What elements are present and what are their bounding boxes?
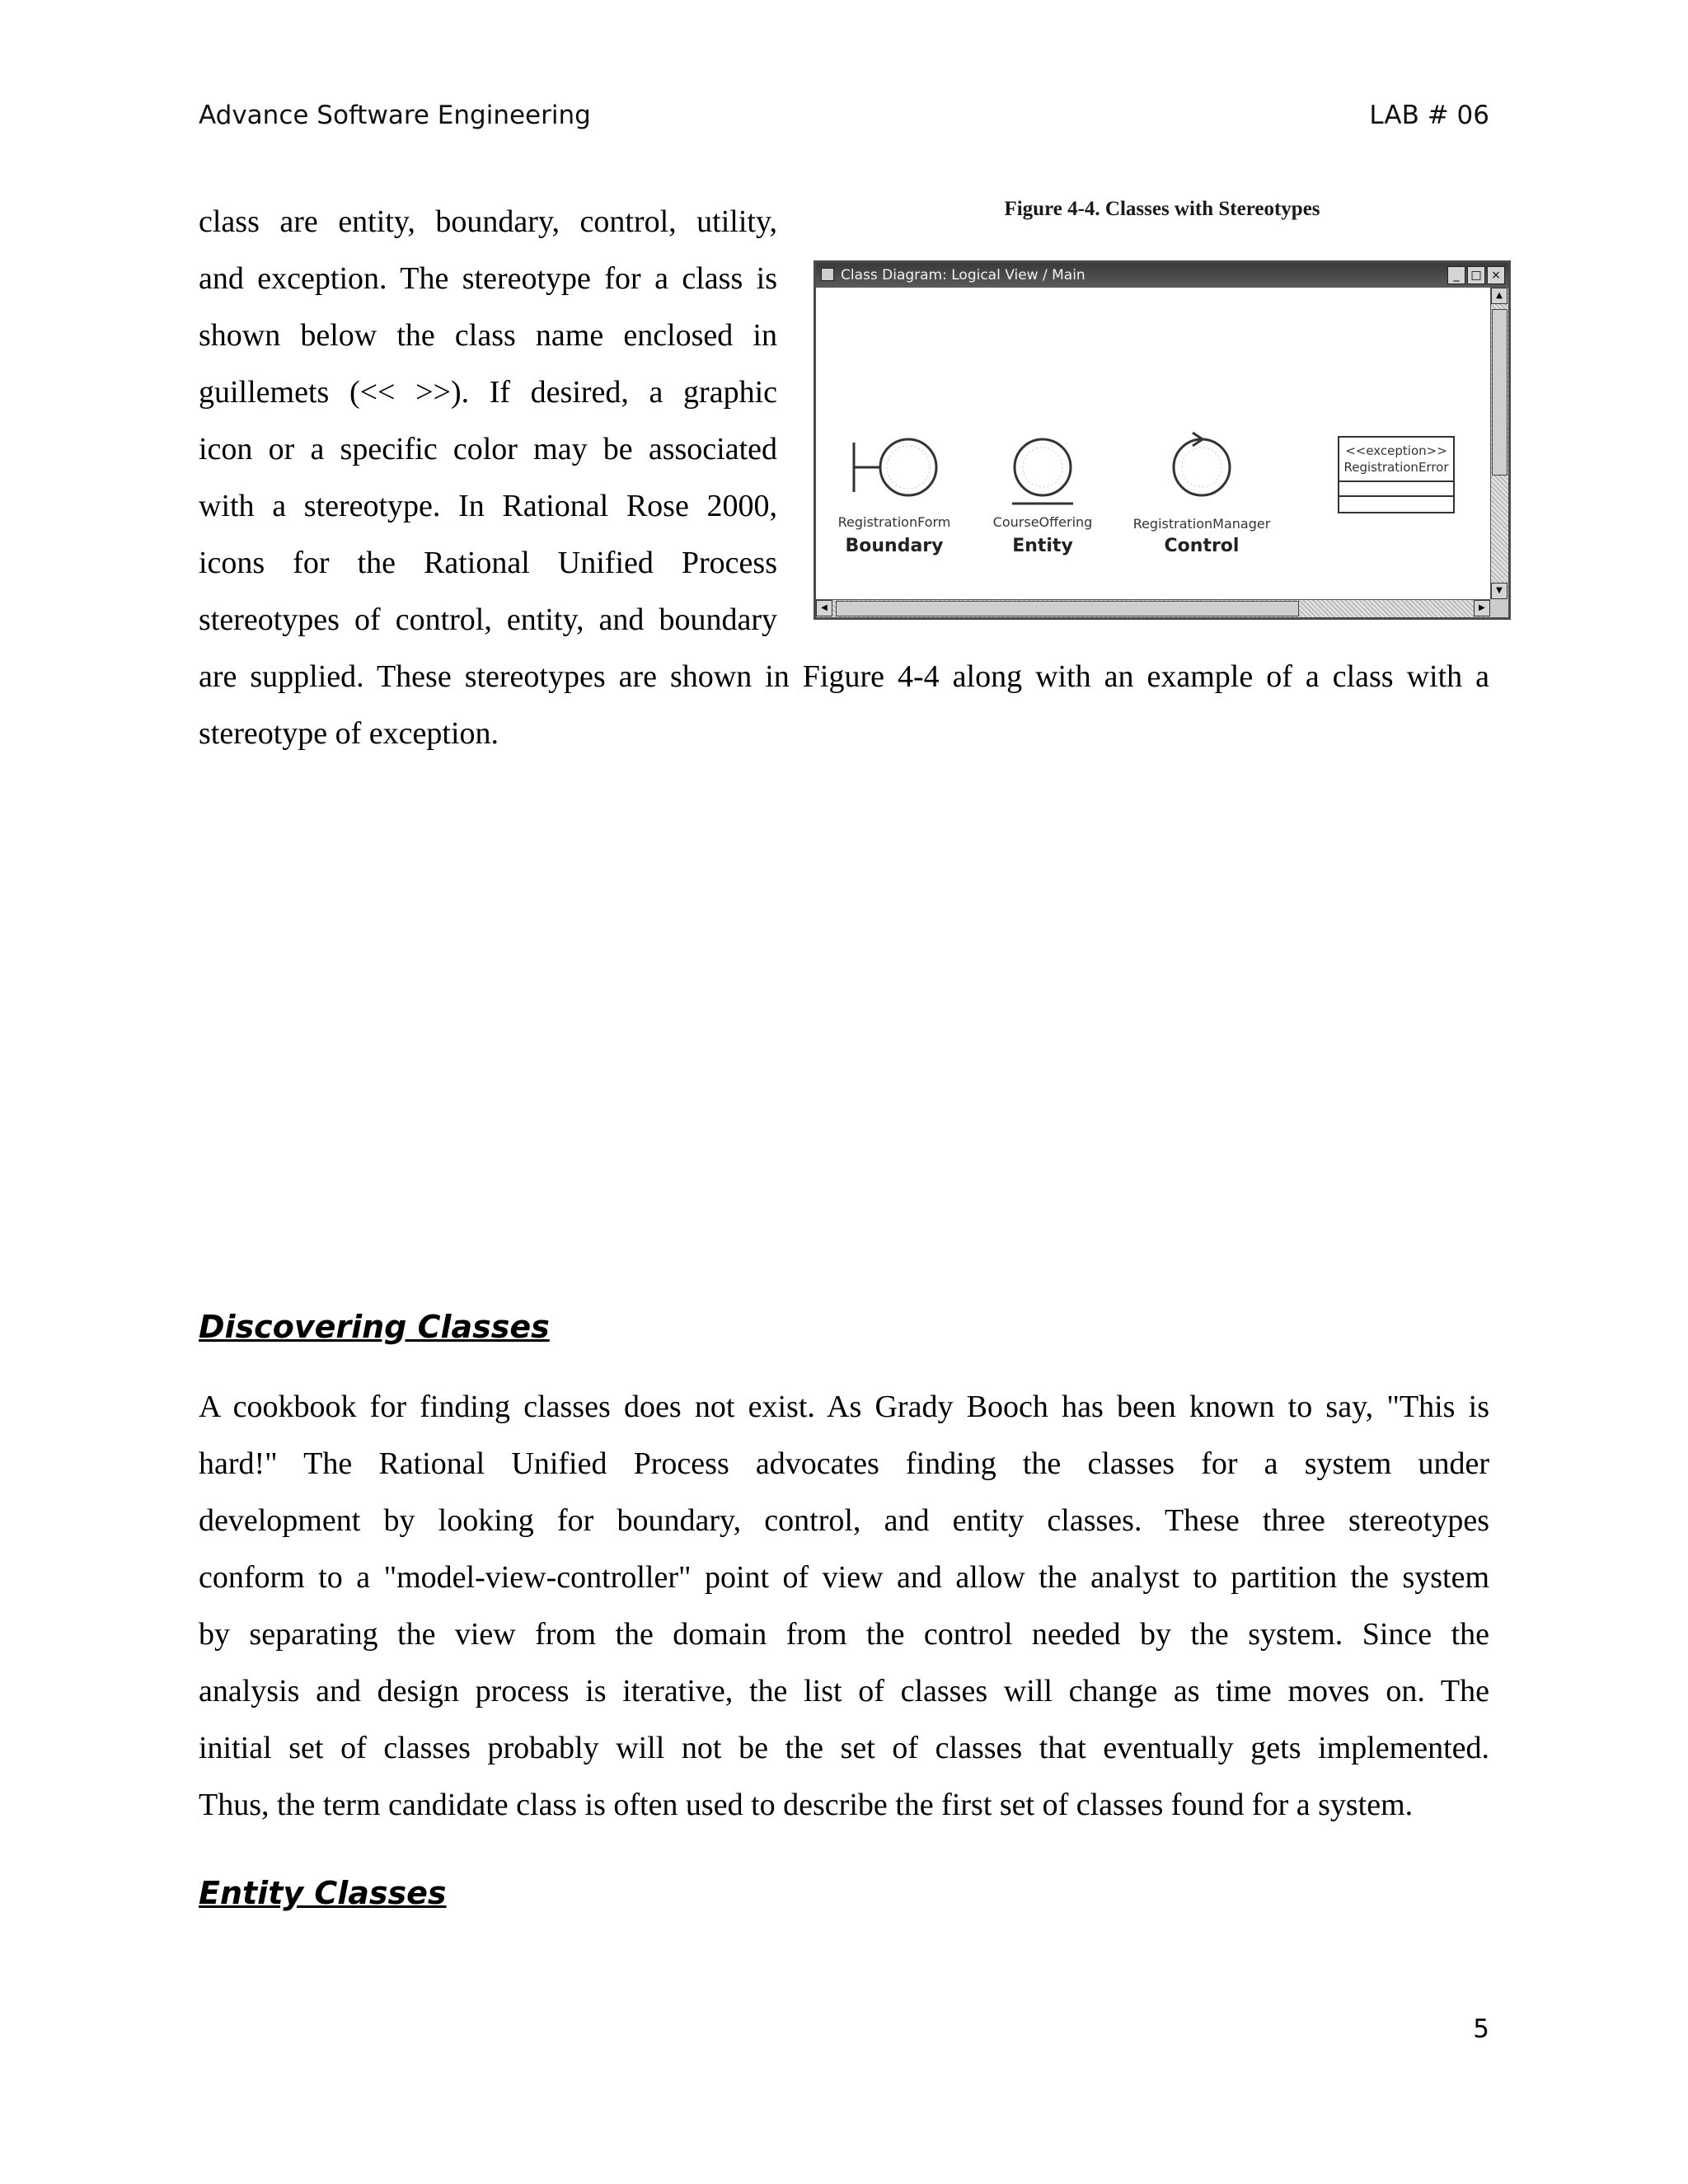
class-name-courseoffering: CourseOffering — [992, 514, 1093, 530]
vertical-scrollbar[interactable] — [1490, 288, 1508, 599]
page-header — [199, 97, 1489, 138]
page-number: 5 — [1473, 2014, 1489, 2044]
text-line: icons for the Rational Unified Process — [199, 546, 777, 580]
text-line: guillemets (<< >>). If desired, a graphic — [199, 375, 777, 410]
text-line: are supplied. These stereotypes are shown in Figure 4-4 along with an example of a class with a — [199, 659, 1489, 694]
class-diagram-window — [814, 260, 1511, 620]
exception-class-header — [1339, 438, 1453, 482]
text-line: A cookbook for finding classes does not exist. As Grady Booch has been known to say, "This is — [199, 1390, 1489, 1424]
text-line: Thus, the term candidate class is often used to describe the first set of classes found for a system. — [199, 1788, 1414, 1822]
header-lab-number: LAB # 06 — [1369, 101, 1489, 130]
stereotype-label-entity: Entity — [1012, 536, 1073, 556]
window-resize-corner[interactable] — [1490, 599, 1508, 617]
boundary-icon[interactable] — [851, 434, 941, 509]
scroll-up-arrow-icon[interactable]: ▲ — [1491, 288, 1507, 304]
text-line: by separating the view from the domain from the control needed by the system. Since the — [199, 1617, 1489, 1652]
stereotype-label-control: Control — [1164, 536, 1240, 556]
vertical-scroll-thumb[interactable] — [1492, 309, 1507, 476]
close-button[interactable]: × — [1487, 266, 1505, 284]
class-name-registrationform: RegistrationForm — [837, 514, 951, 530]
horizontal-scroll-thumb[interactable] — [836, 601, 1299, 616]
text-line: shown below the class name enclosed in — [199, 318, 777, 353]
scroll-down-arrow-icon[interactable]: ▼ — [1491, 583, 1507, 599]
maximize-button[interactable]: □ — [1467, 266, 1485, 284]
scroll-right-arrow-icon[interactable]: ▶ — [1474, 600, 1490, 616]
heading-discovering-classes: Discovering Classes — [199, 1309, 550, 1345]
exception-class-box[interactable] — [1338, 436, 1455, 513]
minimize-button[interactable]: _ — [1447, 266, 1465, 284]
intro-wrapped-text — [199, 194, 777, 649]
text-line: hard!" The Rational Unified Process advocates finding the classes for a system under — [199, 1446, 1489, 1481]
figure-classes-with-stereotypes — [814, 198, 1511, 623]
horizontal-scrollbar[interactable] — [816, 599, 1490, 617]
text-line: icon or a specific color may be associated — [199, 432, 777, 466]
text-line: stereotypes of control, entity, and boundary — [199, 602, 777, 637]
text-line: development by looking for boundary, control, and entity classes. These three stereotypes — [199, 1503, 1489, 1538]
text-line: with a stereotype. In Rational Rose 2000, — [199, 489, 777, 523]
text-line: class are entity, boundary, control, utility, — [199, 204, 777, 239]
text-line: conform to a "model-view-controller" point of view and allow the analyst to partition the system — [199, 1560, 1489, 1595]
exception-attributes-compartment — [1339, 482, 1453, 497]
text-line: and exception. The stereotype for a class is — [199, 261, 777, 296]
intro-full-text — [199, 649, 1489, 762]
stereotype-label-boundary: Boundary — [845, 536, 944, 556]
window-title: Class Diagram: Logical View / Main — [841, 267, 1085, 284]
exception-stereotype: <<exception>> — [1345, 443, 1447, 458]
exception-class-name: RegistrationError — [1343, 460, 1449, 475]
window-controls — [1447, 266, 1505, 284]
diagram-canvas — [816, 288, 1490, 586]
discovering-classes-paragraph — [199, 1379, 1489, 1834]
scroll-left-arrow-icon[interactable]: ◀ — [816, 600, 832, 616]
text-line: analysis and design process is iterative, the list of classes will change as time moves on. The — [199, 1674, 1489, 1708]
window-system-menu-icon[interactable] — [821, 268, 834, 281]
class-name-registrationmanager: RegistrationManager — [1132, 516, 1271, 532]
text-line: stereotype of exception. — [199, 716, 499, 751]
heading-entity-classes: Entity Classes — [199, 1875, 447, 1911]
control-icon[interactable] — [1165, 428, 1239, 507]
entity-icon[interactable] — [1006, 433, 1080, 512]
window-title-bar — [816, 263, 1508, 288]
text-line: initial set of classes probably will not be the set of classes that eventually gets implemented. — [199, 1731, 1489, 1765]
figure-caption: Figure 4-4. Classes with Stereotypes — [1004, 198, 1320, 220]
header-course-title: Advance Software Engineering — [199, 101, 591, 130]
